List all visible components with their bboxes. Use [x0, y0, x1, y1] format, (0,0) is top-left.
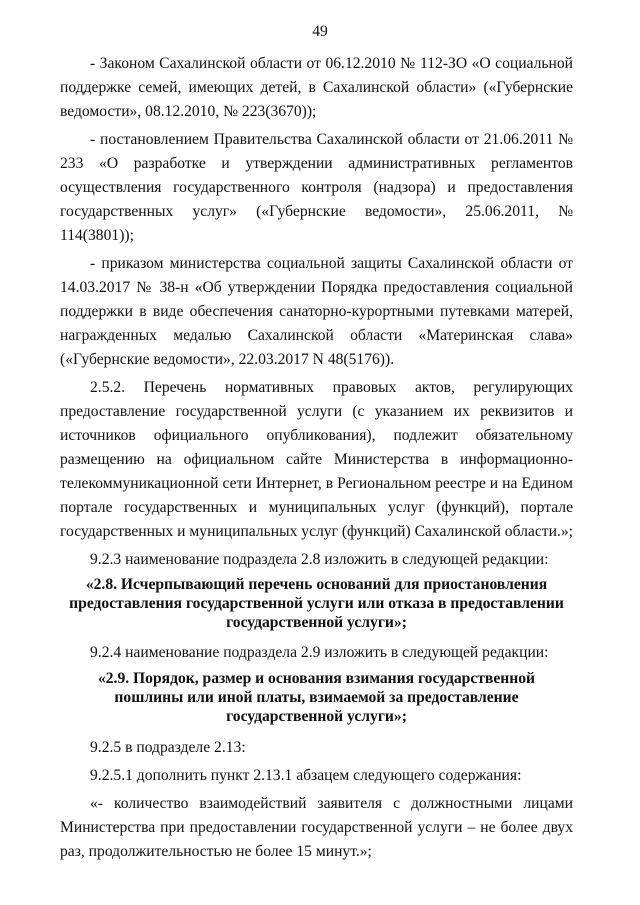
paragraph-law-112-zo: - Законом Сахалинской области от 06.12.2010 № 112-ЗО «О социальной поддержке семей, имеющих детей, в Сахалинской области» («Губернские ведомости», 08.12.2010, № 223(3670));	[60, 55, 573, 120]
paragraph-2-5-2: 2.5.2. Перечень нормативных правовых актов, регулирующих предоставление государственной услуги (с указанием их реквизитов и источников официального опубликования), подлежит обязательному размещению на официальном сайте Министерства в информационно-телекоммуникационной сети Интернет, в Региональном реестре и на Едином портале государственных и муниципальных услуг (функций), портале государственных и муниципальных услуг (функций) Сахалинской области.»;	[60, 379, 573, 540]
paragraph-9-2-3: 9.2.3 наименование подраздела 2.8 изложить в следующей редакции:	[90, 551, 549, 568]
document-body	[60, 52, 573, 868]
heading-2-8: «2.8. Исчерпывающий перечень оснований для приостановления предоставления государственной услуги или отказа в предоставлении государственной услуги»;	[69, 576, 564, 631]
paragraph-9-2-4: 9.2.4 наименование подраздела 2.9 изложить в следующей редакции:	[90, 644, 549, 661]
paragraph-9-2-5: 9.2.5 в подразделе 2.13:	[90, 739, 246, 756]
page-number: 49	[312, 23, 328, 40]
paragraph-9-2-5-1: 9.2.5.1 дополнить пункт 2.13.1 абзацем следующего содержания:	[90, 767, 522, 784]
paragraph-quote-interactions: «- количество взаимодействий заявителя с должностными лицами Министерства при предоставлении государственной услуги – не более двух раз, продолжительностью не более 15 минут.»;	[60, 795, 573, 860]
paragraph-resolution-233: - постановлением Правительства Сахалинской области от 21.06.2011 № 233 «О разработке и утверждении административных регламентов осуществления государственного контроля (надзора) и предоставления государственных услуг» («Губернские ведомости», 25.06.2011, № 114(3801));	[60, 131, 573, 244]
heading-2-9: «2.9. Порядок, размер и основания взимания государственной пошлины или иной платы, взимаемой за предоставление государственной услуги»;	[97, 670, 536, 725]
paragraph-order-38n: - приказом министерства социальной защиты Сахалинской области от 14.03.2017 № 38-н «Об утверждении Порядка предоставления социальной поддержки в виде обеспечения санаторно-курортными путевками матерей, награжденных медалью Сахалинской области «Материнская слава» («Губернские ведомости», 22.03.2017 N 48(5176)).	[60, 255, 573, 368]
